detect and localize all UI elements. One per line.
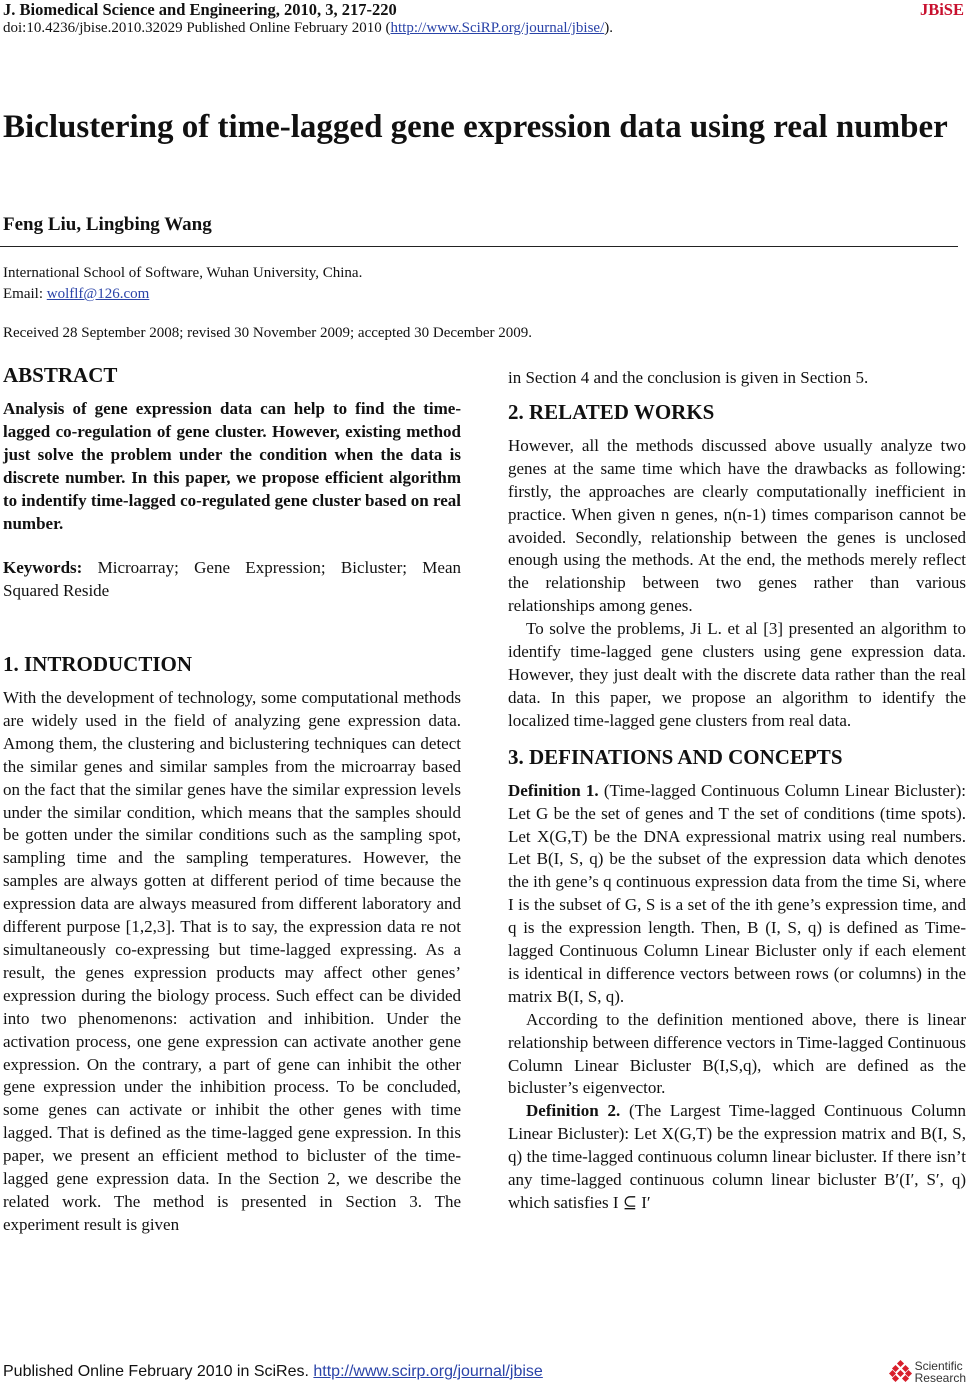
affiliation-block [3,263,362,305]
definition-1-label: Definition 1. [508,780,599,800]
journal-title: J. Biomedical Science and Engineering, 2010, 3, 217-220 [3,0,397,19]
publisher-logo [890,1360,966,1384]
email-label: Email: [3,286,47,302]
doi-text: doi:10.4236/jbise.2010.32029 Published Online February 2010 ( [3,20,391,36]
email-line [3,284,362,305]
definition-1-text: (Time-lagged Continuous Column Linear Bicluster): Let G be the set of genes and T the set of conditions (time spots). Let X(G,T) be the DNA expressional matrix using real numbers. Let B(I, S, q) be the subset of the expression data which denotes the ith gene’s q continuous expression data from the time Si, where I is the subset of G, S is a set of the ith gene’s expression time, and q is the expression length. Then, B (I, S, q) is defined as Time-lagged Continuous Column Linear Bicluster only if each element is identical in difference vectors between rows (or columns) in the matrix B(I, S, q). [508,780,966,1006]
logo-line-2: Research [914,1371,966,1385]
journal-abbreviation: JBiSE [919,0,964,19]
footer [3,1363,543,1381]
related-works-p2: To solve the problems, Ji L. et al [3] presented an algorithm to identify time-lagged gene clusters using gene expression data. However, they just dealt with the discrete data rather than the real data. In this paper, we propose an algorithm to identify the localized time-lagged gene clusters from real data. [508,619,966,730]
definition-2-label: Definition 2. [526,1101,621,1121]
keywords-list: Microarray; Gene Expression; Bicluster; Mean Squared Reside [3,558,461,601]
introduction-section [3,652,461,1237]
related-works-heading: 2. RELATED WORKS [508,399,715,424]
logo-line-1: Scientific [914,1359,963,1373]
diamond-cluster-icon [890,1361,912,1383]
keywords-label: Keywords: [3,558,83,578]
abstract-section [3,363,461,603]
footer-link[interactable]: http://www.scirp.org/journal/jbise [313,1363,543,1380]
abstract-heading: ABSTRACT [3,363,118,387]
logo-text [915,1360,966,1384]
doi-line [3,20,613,37]
journal-link[interactable]: http://www.SciRP.org/journal/jbise/ [390,20,605,36]
abstract-text: Analysis of gene expression data can help to find the time-lagged co-regulation of gene cluster. However, existing method just solve the problem under the condition when the data is discrete number. In this paper, we propose efficient algorithm to indentify time-lagged co-regulated gene cluster based on real number. [3,399,462,533]
definition-2 [508,1100,966,1215]
divider [0,246,958,247]
doi-suffix: ). [604,20,613,36]
introduction-heading: 1. INTRODUCTION [3,652,193,676]
keywords [3,557,461,603]
definition-explanation: According to the definition mentioned above, there is linear relationship between difference vectors in Time-lagged Continuous Column Linear Bicluster B(I,S,q), which are defined as the bicluster’s eigenvector. [508,1009,966,1098]
received-dates: Received 28 September 2008; revised 30 November 2009; accepted 30 December 2009. [3,325,532,341]
footer-text: Published Online February 2010 in SciRes. [3,1363,314,1380]
affiliation: International School of Software, Wuhan University, China. [3,265,363,281]
right-column [508,367,966,1215]
definition-2-text: (The Largest Time-lagged Continuous Column Linear Bicluster): Let X(G,T) be the expression matrix and B(I, S, q) the time-lagged continuous column linear bicluster. If there isn’t any time-lagged continuous column linear bicluster B′(I′, S′, q) which satisfies I ⊆ I′ [508,1101,966,1212]
related-works-p1: However, all the methods discussed above usually analyze two genes at the same time which have the drawbacks as following: firstly, the approaches are clearly computationally inefficient in practice. When given n genes, n(n-1) times comparison cannot be avoided. Secondly, relationship between the genes is unclosed enough using the methods. At the end, the methods merely reflect the relationship between two genes rather than various relationships among genes. [508,435,966,616]
paper-title: Biclustering of time-lagged gene expression data using real number [3,109,948,145]
email-link[interactable]: wolflf@126.com [46,286,150,302]
definitions-heading: 3. DEFINATIONS AND CONCEPTS [508,744,843,769]
introduction-text: With the development of technology, some computational methods are widely used in the field of analyzing gene expression data. Among them, the clustering and biclustering techniques can detect the similar genes and similar samples from the microarray based on the fact that the similar genes have the similar expression levels under the similar condition, which means that the samples should be gotten under the similar conditions such as the sampling spot, sampling time and the sampling temperatures. However, the samples are always gotten at different period of time because the expression data are always measured from different laboratory and different purpose [1,2,3]. That is to say, the expression data re not simultaneously co-expressing but time-lagged expressing. As a result, the genes expression products may affect other genes’ expression during the biology process. Such effect can be divided into two phenomenons: activation and inhibition. Under the activation process, one gene expression can activate another gene expression. On the contrary, a part of gene can inhibit the other gene expression under the inhibition process. To be concluded, some genes can activate or inhibit the other genes with time lagged. That is defined as the time-lagged gene expression. In this paper, we present an efficient method to bicluster of the time-lagged gene expression data. In the Section 2, we describe the related work. The method is presented in Section 3. The experiment result is given [3,688,461,1234]
definition-1 [508,780,966,1009]
authors: Feng Liu, Lingbing Wang [3,214,212,235]
introduction-continued: in Section 4 and the conclusion is given in Section 5. [508,368,869,387]
